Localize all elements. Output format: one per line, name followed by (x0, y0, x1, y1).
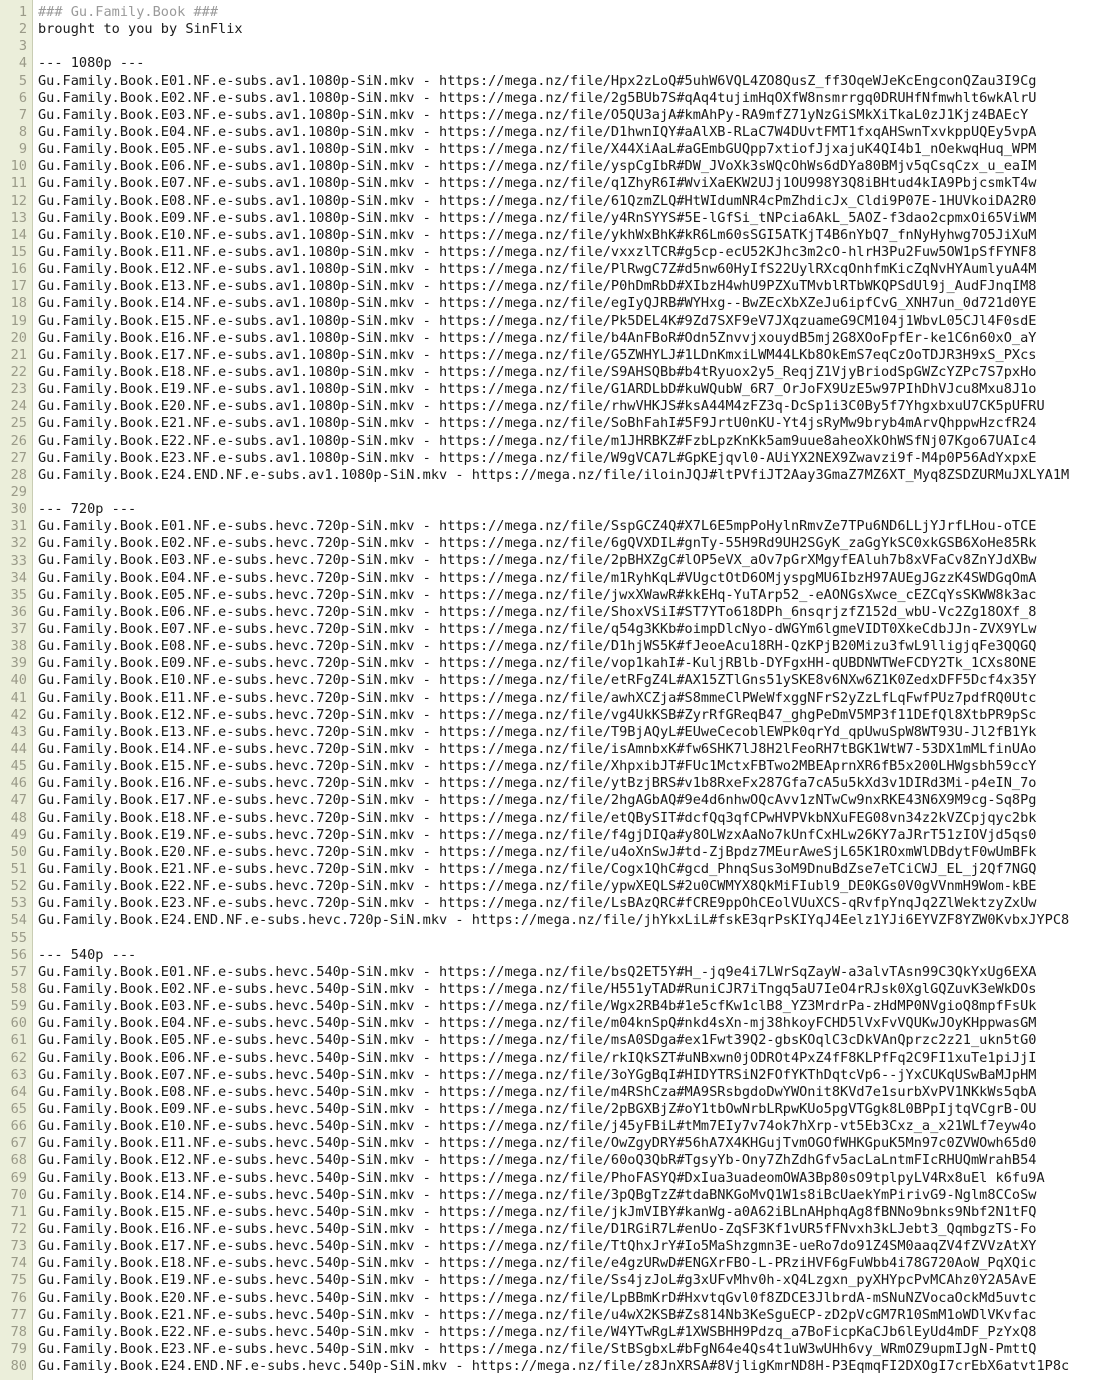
line-text[interactable]: Gu.Family.Book.E15.NF.e-subs.av1.1080p-SiN.mkv - https://mega.nz/file/Pk5DEL4K#9Zd7SXF9eV7JXqzuameG9CM104j1WbvL05CJl4F0sdE (38, 312, 1037, 329)
line-number: 26 (10, 432, 27, 449)
line-text[interactable]: --- 540p --- (38, 946, 137, 963)
line-number: 73 (10, 1238, 27, 1255)
line-text[interactable]: Gu.Family.Book.E18.NF.e-subs.av1.1080p-SiN.mkv - https://mega.nz/file/S9AHSQBb#b4tRyuox2y5_ReqjZ1VjyBriodSpGWZcYZPc7S7pxHo (38, 363, 1037, 380)
line-number: 7 (18, 106, 27, 123)
line-number: 72 (10, 1220, 27, 1237)
editor-line[interactable] (0, 741, 1106, 758)
line-number: 4 (18, 55, 27, 72)
line-text[interactable]: Gu.Family.Book.E18.NF.e-subs.hevc.720p-SiN.mkv - https://mega.nz/file/etQBySIT#dcfQq3qfCPwHVPVkbNXuFEG08vn34z2kVZCpjqyc2bk (38, 809, 1037, 826)
editor-line[interactable] (0, 313, 1106, 330)
line-number: 55 (10, 929, 27, 946)
line-number: 64 (10, 1083, 27, 1100)
editor-lines[interactable] (0, 4, 1106, 1375)
editor-line[interactable] (0, 672, 1106, 689)
line-number: 42 (10, 706, 27, 723)
editor-line[interactable] (0, 227, 1106, 244)
editor-line[interactable] (0, 964, 1106, 981)
line-number: 79 (10, 1340, 27, 1357)
line-text[interactable]: Gu.Family.Book.E16.NF.e-subs.hevc.720p-SiN.mkv - https://mega.nz/file/ytBzjBRS#v1b8RxeFx287Gfa7cA5u5kXd3v1DIRd3Mi-p4eIN_7o (38, 775, 1037, 792)
line-number: 74 (10, 1255, 27, 1272)
line-number: 53 (10, 895, 27, 912)
line-number: 48 (10, 809, 27, 826)
editor-line[interactable] (0, 415, 1106, 432)
line-text[interactable]: --- 1080p --- (38, 55, 145, 72)
line-number: 34 (10, 569, 27, 586)
line-text[interactable]: Gu.Family.Book.E19.NF.e-subs.hevc.540p-SiN.mkv - https://mega.nz/file/Ss4jzJoL#g3xUFvMhv0h-xQ4Lzgxn_pyXHYpcPvMCAhz0Y2A5AvE (38, 1272, 1037, 1289)
line-number: 47 (10, 792, 27, 809)
line-text[interactable]: Gu.Family.Book.E16.NF.e-subs.hevc.540p-SiN.mkv - https://mega.nz/file/D1RGiR7L#enUo-ZqSF3Kf1vUR5fFNvxh3kLJebt3_QqmbgzTS-Fo (38, 1220, 1037, 1237)
line-number: 58 (10, 981, 27, 998)
editor-line[interactable] (0, 1152, 1106, 1169)
editor-line[interactable] (0, 175, 1106, 192)
line-number: 2 (18, 21, 27, 38)
line-number: 15 (10, 243, 27, 260)
editor-line[interactable] (0, 724, 1106, 741)
editor-line[interactable] (0, 55, 1106, 72)
line-text[interactable]: Gu.Family.Book.E09.NF.e-subs.av1.1080p-SiN.mkv - https://mega.nz/file/y4RnSYYS#5E-lGfSi_tNPcia6AkL_5AOZ-f3dao2cpmxOi65ViWM (38, 209, 1037, 226)
editor-line[interactable] (0, 347, 1106, 364)
line-number: 45 (10, 758, 27, 775)
line-text[interactable]: Gu.Family.Book.E11.NF.e-subs.hevc.540p-SiN.mkv - https://mega.nz/file/OwZgyDRY#56hA7X4KHGujTvmOGOfWHKGpuK5Mn97c0ZVWOwh65d0 (38, 1135, 1037, 1152)
editor-line[interactable] (0, 1067, 1106, 1084)
editor-line[interactable] (0, 1050, 1106, 1067)
line-number: 44 (10, 741, 27, 758)
line-text[interactable]: Gu.Family.Book.E20.NF.e-subs.av1.1080p-SiN.mkv - https://mega.nz/file/rhwVHKJS#ksA44M4zFZ3q-DcSp1i3C0By5f7YhgxbxuU7CK5pUFRU (38, 398, 1045, 415)
line-number: 36 (10, 603, 27, 620)
editor-line[interactable] (0, 895, 1106, 912)
line-number: 59 (10, 998, 27, 1015)
editor-line[interactable] (0, 947, 1106, 964)
line-number: 76 (10, 1289, 27, 1306)
line-text[interactable]: Gu.Family.Book.E24.END.NF.e-subs.av1.1080p-SiN.mkv - https://mega.nz/file/iloinJQJ#ltPVfiJT2Aay3GmaZ7MZ6XT_Myq8ZSDZURMuJXLYA1M (38, 466, 1070, 483)
editor-line[interactable] (0, 330, 1106, 347)
line-text[interactable]: Gu.Family.Book.E24.END.NF.e-subs.hevc.720p-SiN.mkv - https://mega.nz/file/jhYkxLiL#fskE3qrPsKIYqJ4Eelz1YJi6EYVZF8YZW0KvbxJYPC8 (38, 912, 1070, 929)
line-number: 27 (10, 449, 27, 466)
line-number: 8 (18, 123, 27, 140)
line-number: 5 (18, 72, 27, 89)
line-number: 78 (10, 1323, 27, 1340)
editor-line[interactable] (0, 844, 1106, 861)
line-text[interactable]: Gu.Family.Book.E04.NF.e-subs.hevc.540p-SiN.mkv - https://mega.nz/file/m04knSpQ#nkd4sXn-mj38hkoyFCHD5lVxFvVQUKwJOyKHppwasGM (38, 1015, 1037, 1032)
editor-line[interactable] (0, 775, 1106, 792)
line-text[interactable]: Gu.Family.Book.E01.NF.e-subs.hevc.540p-SiN.mkv - https://mega.nz/file/bsQ2ET5Y#H_-jq9e4i7LWrSqZayW-a3alvTAsn99C3QkYxUg6EXA (38, 963, 1037, 980)
line-number: 11 (10, 175, 27, 192)
editor-line[interactable] (0, 1118, 1106, 1135)
line-text[interactable]: Gu.Family.Book.E15.NF.e-subs.hevc.720p-SiN.mkv - https://mega.nz/file/XhpxibJT#FUc1MctxFBTwo2MBEAprnXR6fB5x200LHWgsbh59ccY (38, 758, 1037, 775)
line-number: 13 (10, 209, 27, 226)
editor-line[interactable] (0, 827, 1106, 844)
line-text[interactable]: Gu.Family.Book.E07.NF.e-subs.av1.1080p-SiN.mkv - https://mega.nz/file/q1ZhyR6I#WviXaEKW2UJj1OU998Y3Q8iBHtud4kIA9PbjcsmkT4w (38, 175, 1037, 192)
line-text[interactable]: Gu.Family.Book.E13.NF.e-subs.av1.1080p-SiN.mkv - https://mega.nz/file/P0hDmRbD#XIbzH4whU9PZXuTMvblRTbWKQPSdUl9j_AudFJnqIM8 (38, 278, 1037, 295)
editor-line[interactable] (0, 193, 1106, 210)
line-text[interactable]: --- 720p --- (38, 501, 137, 518)
line-number: 41 (10, 689, 27, 706)
editor-line[interactable] (0, 655, 1106, 672)
line-number: 25 (10, 415, 27, 432)
line-text[interactable]: Gu.Family.Book.E15.NF.e-subs.hevc.540p-SiN.mkv - https://mega.nz/file/jkJmVIBY#kanWg-a0A62iBLnAHphqAg8fBNNo9bnks9Nbf2N1tFQ (38, 1203, 1037, 1220)
line-text[interactable]: Gu.Family.Book.E12.NF.e-subs.hevc.540p-SiN.mkv - https://mega.nz/file/60oQ3QbR#TgsyYb-Ony7ZhZdhGfv5acLaLntmFIcRHUQmWrahB54 (38, 1152, 1037, 1169)
editor-line[interactable] (0, 124, 1106, 141)
editor-line[interactable] (0, 1135, 1106, 1152)
line-text[interactable]: Gu.Family.Book.E11.NF.e-subs.hevc.720p-SiN.mkv - https://mega.nz/file/awhXCZja#S8mmeClPWeWfxggNFrS2yZzLfLqFwfPUz7pdfRQ0Utc (38, 689, 1037, 706)
line-text[interactable]: brought to you by SinFlix (38, 21, 243, 38)
line-text[interactable]: Gu.Family.Book.E06.NF.e-subs.hevc.720p-SiN.mkv - https://mega.nz/file/ShoxVSiI#ST7YTo618DPh_6nsqrjzfZ152d_wbU-Vc2Zg18OXf_8 (38, 603, 1037, 620)
editor-line[interactable] (0, 878, 1106, 895)
line-text[interactable]: Gu.Family.Book.E08.NF.e-subs.hevc.720p-SiN.mkv - https://mega.nz/file/D1hjWS5K#fJeoeAcu18RH-QzKPjB20Mizu3fwL9lligjqFe3QQGQ (38, 638, 1037, 655)
editor-line[interactable] (0, 1255, 1106, 1272)
line-number: 31 (10, 518, 27, 535)
line-text[interactable]: Gu.Family.Book.E06.NF.e-subs.av1.1080p-SiN.mkv - https://mega.nz/file/yspCgIbR#DW_JVoXk3sWQcOhWs6dDYa80BMjv5qCsqCzx_u_eaIM (38, 158, 1037, 175)
line-text[interactable]: Gu.Family.Book.E19.NF.e-subs.av1.1080p-SiN.mkv - https://mega.nz/file/G1ARDLbD#kuWQubW_6R7_OrJoFX9UzE5w97PIhDhVJcu8Mxu8J1o (38, 381, 1037, 398)
line-text[interactable]: Gu.Family.Book.E17.NF.e-subs.hevc.540p-SiN.mkv - https://mega.nz/file/TtQhxJrY#Io5MaShzgmn3E-ueRo7do91Z4SM0aaqZV4fZVVzAtXY (38, 1238, 1037, 1255)
line-text[interactable]: Gu.Family.Book.E03.NF.e-subs.hevc.720p-SiN.mkv - https://mega.nz/file/2pBHXZgC#lOP5eVX_aOv7pGrXMgyfEAluh7b8xVFaCv8ZnYJdXBw (38, 552, 1037, 569)
editor-line[interactable] (0, 4, 1106, 21)
editor-line[interactable] (0, 433, 1106, 450)
line-text[interactable]: Gu.Family.Book.E21.NF.e-subs.av1.1080p-SiN.mkv - https://mega.nz/file/SoBhFahI#5F9JrtU0nKU-Yt4jsRyMw9bryb4mArvQhppwHzcfR24 (38, 415, 1037, 432)
line-text[interactable]: Gu.Family.Book.E17.NF.e-subs.hevc.720p-SiN.mkv - https://mega.nz/file/2hgAGbAQ#9e4d6nhwOQcAvv1zNTwCw9nxRKE43N6X9M9cg-Sq8Pg (38, 792, 1037, 809)
line-number: 17 (10, 278, 27, 295)
line-number: 65 (10, 1101, 27, 1117)
editor-line[interactable] (0, 1032, 1106, 1049)
line-number: 37 (10, 621, 27, 638)
line-number: 61 (10, 1032, 27, 1049)
line-number: 63 (10, 1066, 27, 1083)
line-number: 71 (10, 1203, 27, 1220)
line-text[interactable]: Gu.Family.Book.E01.NF.e-subs.av1.1080p-SiN.mkv - https://mega.nz/file/Hpx2zLoQ#5uhW6VQL4ZO8QusZ_ff3OqeWJeKcEngconQZau3I9Cg (38, 72, 1037, 89)
editor-line[interactable] (0, 261, 1106, 278)
line-number: 56 (10, 946, 27, 963)
line-text[interactable]: Gu.Family.Book.E09.NF.e-subs.hevc.540p-SiN.mkv - https://mega.nz/file/2pBGXBjZ#oY1tbOwNrbLRpwKUo5pgVTGgk8L0BPpIjtqVCgrB-OU (38, 1100, 1037, 1117)
editor-line[interactable] (0, 295, 1106, 312)
editor-line[interactable] (0, 1101, 1106, 1118)
editor-line[interactable] (0, 1272, 1106, 1289)
editor-line[interactable] (0, 707, 1106, 724)
editor-line[interactable] (0, 998, 1106, 1015)
editor-line[interactable] (0, 278, 1106, 295)
line-text[interactable]: Gu.Family.Book.E10.NF.e-subs.hevc.540p-SiN.mkv - https://mega.nz/file/j45yFBiL#tMm7EIy7v74ok7hXrp-vt5Eb3Cxz_a_x21WLf7eyw4o (38, 1118, 1037, 1135)
line-text[interactable]: Gu.Family.Book.E08.NF.e-subs.av1.1080p-SiN.mkv - https://mega.nz/file/61QzmZLQ#HtWIdumNR4cPmZhdicJx_Cldi9P07E-1HUVkoiDA2R0 (38, 192, 1037, 209)
line-number: 9 (18, 141, 27, 158)
line-text[interactable]: Gu.Family.Book.E14.NF.e-subs.av1.1080p-SiN.mkv - https://mega.nz/file/egIyQJRB#WYHxg--BwZEcXbXZeJu6ipfCvG_XNH7un_0d721d0YE (38, 295, 1037, 312)
line-text[interactable]: Gu.Family.Book.E13.NF.e-subs.hevc.720p-SiN.mkv - https://mega.nz/file/T9BjAQyL#EUweCecoblEWPk0qrYd_qpUwuSpW8WT93U-Jl2fB1Yk (38, 723, 1037, 740)
line-text[interactable]: Gu.Family.Book.E04.NF.e-subs.av1.1080p-SiN.mkv - https://mega.nz/file/D1hwnIQY#aAlXB-RLaC7W4DUvtFMT1fxqAHSwnTxvkppUQEy5vpA (38, 123, 1037, 140)
line-number: 49 (10, 826, 27, 843)
editor-line[interactable] (0, 158, 1106, 175)
editor-line[interactable] (0, 467, 1106, 484)
line-number: 77 (10, 1306, 27, 1323)
editor-line[interactable] (0, 90, 1106, 107)
line-number: 54 (10, 912, 27, 929)
editor-line[interactable] (0, 210, 1106, 227)
editor-line[interactable] (0, 981, 1106, 998)
line-text[interactable]: Gu.Family.Book.E17.NF.e-subs.av1.1080p-SiN.mkv - https://mega.nz/file/G5ZWHYLJ#1LDnKmxiLWM44LKb8OkEmS7eqCzOoTDJR3H9xS_PXcs (38, 346, 1037, 363)
line-text[interactable]: Gu.Family.Book.E23.NF.e-subs.hevc.540p-SiN.mkv - https://mega.nz/file/StBSgbxL#bFgN64e4Qs4t1uW3wUHh6vy_WRmOZ9upmIJgN-PmttQ (38, 1340, 1037, 1357)
editor-line[interactable] (0, 758, 1106, 775)
line-number: 35 (10, 586, 27, 603)
line-text[interactable]: Gu.Family.Book.E03.NF.e-subs.av1.1080p-SiN.mkv - https://mega.nz/file/O5QU3ajA#kmAhPy-RA9mfZ71yNzGiSMkXiTkaL0zJ1Kjz4BAEcY (38, 106, 1029, 123)
line-text[interactable]: Gu.Family.Book.E05.NF.e-subs.hevc.720p-SiN.mkv - https://mega.nz/file/jwxXWawR#kkEHq-YuTArp52_-eAONGsXwce_cEZCqYsSKWW8k3ac (38, 586, 1037, 603)
line-number: 60 (10, 1015, 27, 1032)
line-text[interactable]: ### Gu.Family.Book ### (38, 3, 219, 20)
line-number: 20 (10, 329, 27, 346)
editor-line[interactable] (0, 484, 1106, 501)
editor-line[interactable] (0, 21, 1106, 38)
line-number: 30 (10, 501, 27, 518)
line-number: 33 (10, 552, 27, 569)
editor-line[interactable] (0, 1238, 1106, 1255)
line-number: 16 (10, 261, 27, 278)
line-number: 22 (10, 363, 27, 380)
line-text[interactable]: Gu.Family.Book.E20.NF.e-subs.hevc.540p-SiN.mkv - https://mega.nz/file/LpBBmKrD#HxvtqGvl0f8ZDCE3JlbrdA-mSNuNZVocaOckMd5uvtc (38, 1289, 1037, 1306)
line-number: 21 (10, 346, 27, 363)
line-text[interactable]: Gu.Family.Book.E23.NF.e-subs.hevc.720p-SiN.mkv - https://mega.nz/file/LsBAzQRC#fCRE9ppOhCEolVUuXCS-qRvfpYnqJq2ZlWektzyZxUw (38, 895, 1037, 912)
editor-line[interactable] (0, 604, 1106, 621)
line-text[interactable]: Gu.Family.Book.E12.NF.e-subs.hevc.720p-SiN.mkv - https://mega.nz/file/vg4UkKSB#ZyrRfGReqB47_ghgPeDmV5MP3f11DEfQl8XtbPR9pSc (38, 706, 1037, 723)
line-text[interactable]: Gu.Family.Book.E02.NF.e-subs.hevc.540p-SiN.mkv - https://mega.nz/file/H551yTAD#RuniCJR7iTngq5aU7IeO4rRJsk0XglGQZuvK3eWkDOs (38, 981, 1037, 997)
line-text[interactable]: Gu.Family.Book.E02.NF.e-subs.hevc.720p-SiN.mkv - https://mega.nz/file/6gQVXDIL#gnTy-55H9Rd9UH2SGyK_zaGgYkSC0xkGSB6XoHe85Rk (38, 535, 1037, 552)
line-number: 32 (10, 535, 27, 552)
editor-line[interactable] (0, 107, 1106, 124)
line-text[interactable]: Gu.Family.Book.E10.NF.e-subs.hevc.720p-SiN.mkv - https://mega.nz/file/etRFgZ4L#AX15ZTlGns51ySKE8v6NXw6Z1K0ZedxDFF5Dcf4x35Y (38, 672, 1037, 689)
editor-line[interactable] (0, 1358, 1106, 1375)
line-text[interactable]: Gu.Family.Book.E06.NF.e-subs.hevc.540p-SiN.mkv - https://mega.nz/file/rkIQkSZT#uNBxwn0jODROt4PxZ4fF8KLPfFq2C9FI1xuTe1piJjI (38, 1049, 1037, 1066)
editor-line[interactable] (0, 38, 1106, 55)
line-number: 75 (10, 1272, 27, 1289)
line-text[interactable]: Gu.Family.Book.E24.END.NF.e-subs.hevc.540p-SiN.mkv - https://mega.nz/file/z8JnXRSA#8VjligKmrND8H-P3EqmqFI2DXOgI7crEbX6atvt1P8c (38, 1358, 1070, 1375)
line-number: 67 (10, 1135, 27, 1152)
line-number: 3 (18, 38, 27, 55)
editor-line[interactable] (0, 1341, 1106, 1358)
editor-line[interactable] (0, 553, 1106, 570)
editor-line[interactable] (0, 930, 1106, 947)
editor-line[interactable] (0, 690, 1106, 707)
line-text[interactable]: Gu.Family.Book.E05.NF.e-subs.hevc.540p-SiN.mkv - https://mega.nz/file/msA0SDga#ex1Fwt39Q2-gbsKOqlC3cDkVAnQprzc2z21_ukn5tG0 (38, 1032, 1037, 1049)
line-number: 50 (10, 843, 27, 860)
line-number: 62 (10, 1049, 27, 1066)
line-number: 10 (10, 158, 27, 175)
line-number: 1 (18, 4, 27, 20)
line-number: 80 (10, 1358, 27, 1375)
line-number: 43 (10, 723, 27, 740)
line-text[interactable]: Gu.Family.Book.E21.NF.e-subs.hevc.720p-SiN.mkv - https://mega.nz/file/Cogx1QhC#gcd_PhnqSus3oM9DnuBdZse7eTCiCWJ_EL_j2Qf7NGQ (38, 861, 1037, 878)
editor-line[interactable] (0, 381, 1106, 398)
line-number: 38 (10, 638, 27, 655)
editor-line[interactable] (0, 912, 1106, 929)
line-number: 40 (10, 672, 27, 689)
editor-line[interactable] (0, 621, 1106, 638)
line-text[interactable]: Gu.Family.Book.E22.NF.e-subs.av1.1080p-SiN.mkv - https://mega.nz/file/m1JHRBKZ#FzbLpzKnKk5am9uue8aheoXkOhWSfNj07Kgo67UAIc4 (38, 432, 1037, 449)
line-text[interactable]: Gu.Family.Book.E02.NF.e-subs.av1.1080p-SiN.mkv - https://mega.nz/file/2g5BUb7S#qAq4tujimHqOXfW8nsmrrgq0DRUHfNfmwhlt6wkAlrU (38, 89, 1037, 106)
line-number: 14 (10, 226, 27, 243)
editor-line[interactable] (0, 141, 1106, 158)
line-number: 57 (10, 963, 27, 980)
editor-line[interactable] (0, 1204, 1106, 1221)
line-text[interactable]: Gu.Family.Book.E11.NF.e-subs.av1.1080p-SiN.mkv - https://mega.nz/file/vxxzlTCR#g5cp-ecU52KJhc3m2cO-hlrH3Pu2Fuw5OW1pSfFYNF8 (38, 243, 1037, 260)
editor-line[interactable] (0, 518, 1106, 535)
line-number: 68 (10, 1152, 27, 1169)
editor-line[interactable] (0, 535, 1106, 552)
line-number: 24 (10, 398, 27, 415)
line-text[interactable]: Gu.Family.Book.E07.NF.e-subs.hevc.540p-SiN.mkv - https://mega.nz/file/3oYGgBqI#HIDYTRSiN2FOfYKThDqtcVp6--jYxCUKqUSwBaMJpHM (38, 1066, 1037, 1083)
line-text[interactable]: Gu.Family.Book.E21.NF.e-subs.hevc.540p-SiN.mkv - https://mega.nz/file/u4wX2KSB#Zs814Nb3KeSguECP-zD2pVcGM7R10SmM1oWDlVKvfac (38, 1306, 1037, 1323)
line-text[interactable]: Gu.Family.Book.E04.NF.e-subs.hevc.720p-SiN.mkv - https://mega.nz/file/m1RyhKqL#VUgctOtD6OMjyspgMU6IbzH97AUEgJGzzK4SWDGqOmA (38, 569, 1037, 586)
line-text[interactable]: Gu.Family.Book.E07.NF.e-subs.hevc.720p-SiN.mkv - https://mega.nz/file/q54g3KKb#oimpDlcNyo-dWGYm6lgmeVIDT0XkeCdbJJn-ZVX9YLw (38, 621, 1037, 638)
line-text[interactable]: Gu.Family.Book.E16.NF.e-subs.av1.1080p-SiN.mkv - https://mega.nz/file/b4AnFBoR#Odn5ZnvvjxouydB5mj2G8XOoFpfEr-ke1C6n60xO_aY (38, 329, 1037, 346)
line-text[interactable]: Gu.Family.Book.E22.NF.e-subs.hevc.720p-SiN.mkv - https://mega.nz/file/ypwXEQLS#2u0CWMYX8QkMiFIubl9_DE0KGs0V0gVVnmH9Wom-kBE (38, 878, 1037, 895)
line-text[interactable]: Gu.Family.Book.E03.NF.e-subs.hevc.540p-SiN.mkv - https://mega.nz/file/Wgx2RB4b#1e5cfKw1clB8_YZ3MrdrPa-zHdMP0NVgioQ8mpfFsUk (38, 998, 1037, 1015)
editor-line[interactable] (0, 810, 1106, 827)
line-number: 39 (10, 655, 27, 672)
line-number: 12 (10, 192, 27, 209)
editor-line[interactable] (0, 1221, 1106, 1238)
line-number: 52 (10, 878, 27, 895)
line-text[interactable]: Gu.Family.Book.E20.NF.e-subs.hevc.720p-SiN.mkv - https://mega.nz/file/u4oXnSwJ#td-ZjBpdz7MEurAweSjL65K1ROxmWlDBdytF0wUmBFk (38, 843, 1037, 860)
line-text[interactable]: Gu.Family.Book.E14.NF.e-subs.hevc.540p-SiN.mkv - https://mega.nz/file/3pQBgTzZ#tdaBNKGoMvQ1W1s8iBcUaekYmPirivG9-Nglm8CCoSw (38, 1186, 1037, 1203)
line-text[interactable]: Gu.Family.Book.E12.NF.e-subs.av1.1080p-SiN.mkv - https://mega.nz/file/PlRwgC7Z#d5nw60HyIfS22UylRXcqOnhfmKicZqNvHYAumlyuA4M (38, 261, 1037, 278)
line-number: 29 (10, 483, 27, 500)
editor-line[interactable] (0, 861, 1106, 878)
line-text[interactable]: Gu.Family.Book.E23.NF.e-subs.av1.1080p-SiN.mkv - https://mega.nz/file/W9gVCA7L#GpKEjqvl0-AUiYX2NEX9Zwavzi9f-M4p0P56AdYxpxE (38, 449, 1037, 466)
line-text[interactable]: Gu.Family.Book.E05.NF.e-subs.av1.1080p-SiN.mkv - https://mega.nz/file/X44XiAaL#aGEmbGUQpp7xtiofJjxajuK4QI4b1_nOekwqHuq_WPM (38, 141, 1037, 158)
editor-line[interactable] (0, 1187, 1106, 1204)
line-number: 18 (10, 295, 27, 312)
line-number: 19 (10, 312, 27, 329)
editor-line[interactable] (0, 638, 1106, 655)
editor-line[interactable] (0, 1290, 1106, 1307)
line-text[interactable]: Gu.Family.Book.E09.NF.e-subs.hevc.720p-SiN.mkv - https://mega.nz/file/vop1kahI#-KuljRBlb-DYFgxHH-qUBDNWTWeFCDY2Tk_1CXs8ONE (38, 655, 1037, 672)
line-number: 51 (10, 861, 27, 878)
line-text[interactable]: Gu.Family.Book.E18.NF.e-subs.hevc.540p-SiN.mkv - https://mega.nz/file/e4gzURwD#ENGXrFBO-L-PRziHVF6gFuWbb4i78G720AoW_PqXQic (38, 1255, 1037, 1272)
line-text[interactable]: Gu.Family.Book.E08.NF.e-subs.hevc.540p-SiN.mkv - https://mega.nz/file/m4RShCza#MA9SRsbgdoDwYWOnit8KVd7e1surbXvPV1NKkWs5qbA (38, 1083, 1037, 1100)
line-number: 66 (10, 1118, 27, 1135)
line-number: 70 (10, 1186, 27, 1203)
line-text[interactable]: Gu.Family.Book.E14.NF.e-subs.hevc.720p-SiN.mkv - https://mega.nz/file/isAmnbxK#fw6SHK7lJ8H2lFeoRH7tBGK1WtW7-53DX1mMLfinUAo (38, 741, 1037, 758)
line-number: 23 (10, 381, 27, 398)
line-number: 28 (10, 466, 27, 483)
line-number: 6 (18, 89, 27, 106)
editor-line[interactable] (0, 398, 1106, 415)
editor-line[interactable] (0, 1307, 1106, 1324)
editor-line[interactable] (0, 570, 1106, 587)
line-text[interactable]: Gu.Family.Book.E10.NF.e-subs.av1.1080p-SiN.mkv - https://mega.nz/file/ykhWxBhK#kR6Lm60sSGI5ATKjT4B6nYbQ7_fnNyHyhwg7O5JiXuM (38, 226, 1037, 243)
line-number: 46 (10, 775, 27, 792)
editor-line[interactable] (0, 73, 1106, 90)
line-text[interactable]: Gu.Family.Book.E01.NF.e-subs.hevc.720p-SiN.mkv - https://mega.nz/file/SspGCZ4Q#X7L6E5mpPoHylnRmvZe7TPu6ND6LLjYJrfLHou-oTCE (38, 518, 1037, 535)
line-text[interactable]: Gu.Family.Book.E13.NF.e-subs.hevc.540p-SiN.mkv - https://mega.nz/file/PhoFASYQ#DxIua3uadeomOWA3Bp80sO9tplpyLV4Rx8uEl k6fu9A (38, 1169, 1045, 1186)
editor-line[interactable] (0, 244, 1106, 261)
editor-line[interactable] (0, 501, 1106, 518)
line-number: 69 (10, 1169, 27, 1186)
editor-line[interactable] (0, 587, 1106, 604)
editor-line[interactable] (0, 1324, 1106, 1341)
editor-line[interactable] (0, 364, 1106, 381)
editor-line[interactable] (0, 450, 1106, 467)
line-text[interactable]: Gu.Family.Book.E22.NF.e-subs.hevc.540p-SiN.mkv - https://mega.nz/file/W4YTwRgL#1XWSBHH9Pdzq_a7BoFicpKaCJb6lEyUd4mDF_PzYxQ8 (38, 1323, 1037, 1340)
editor-line[interactable] (0, 1015, 1106, 1032)
line-text[interactable]: Gu.Family.Book.E19.NF.e-subs.hevc.720p-SiN.mkv - https://mega.nz/file/f4gjDIQa#y8OLWzxAaNo7kUnfCxHLw26KY7aJRrT51zIOVjd5qs0 (38, 826, 1037, 843)
editor-line[interactable] (0, 792, 1106, 809)
editor-line[interactable] (0, 1170, 1106, 1187)
editor-line[interactable] (0, 1084, 1106, 1101)
